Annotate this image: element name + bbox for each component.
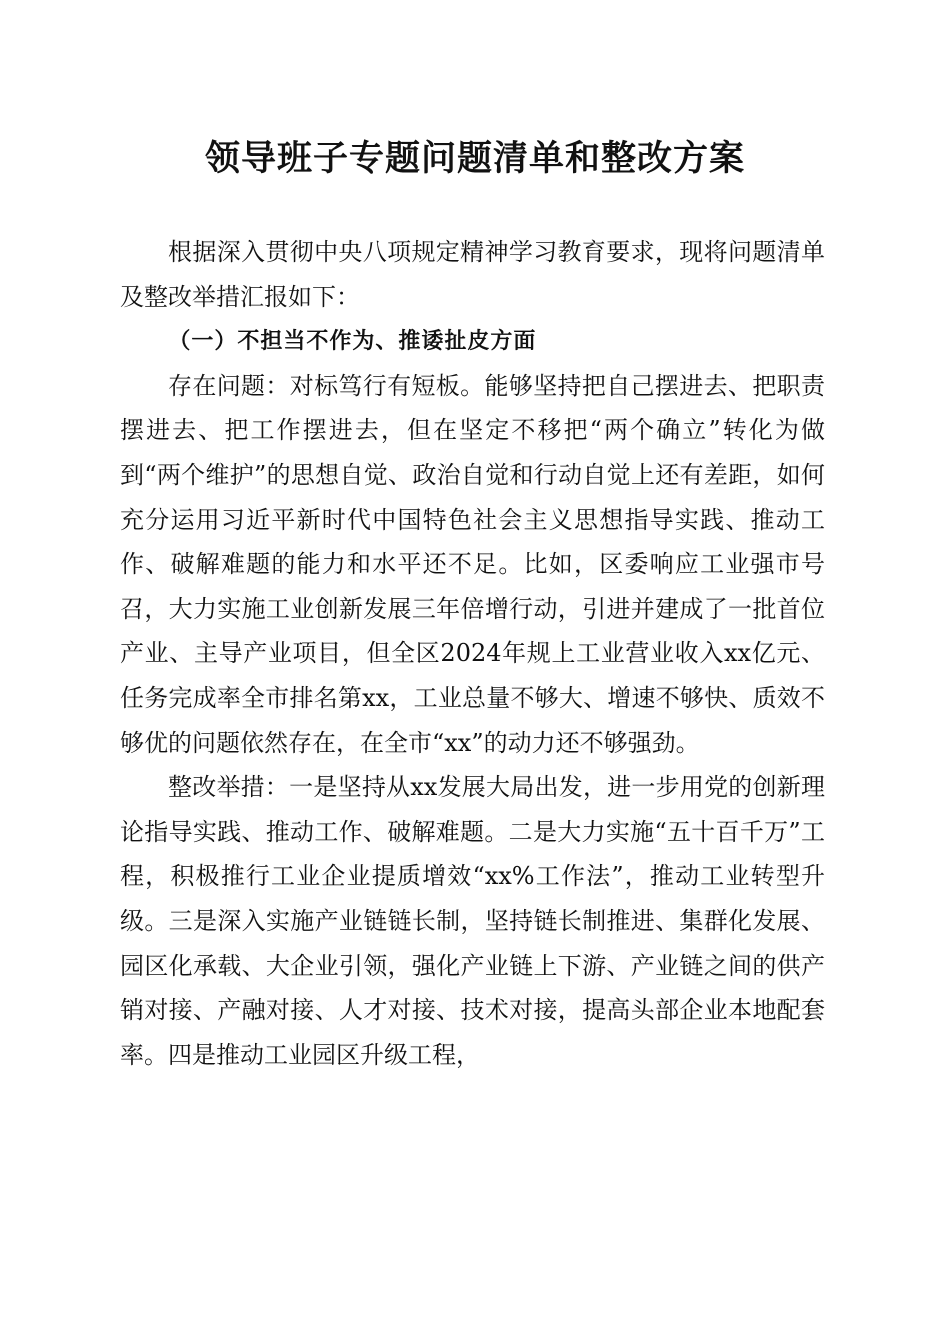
problem-paragraph: 存在问题：对标笃行有短板。能够坚持把自己摆进去、把职责摆进去、把工作摆进去，但在坚定不移把“两个确立”转化为做到“两个维护”的思想自觉、政治自觉和行动自觉上还有差距，如何充分运用习近平新时代中国特色社会主义思想指导实践、推动工作、破解难题的能力和水平还不足。比如，区委响应工业强市号召，大力实施工业创新发展三年倍增行动，引进并建成了一批首位产业、主导产业项目，但全区2024年规上工业营业收入xx亿元、任务完成率全市排名第xx，工业总量不够大、增速不够快、质效不够优的问题依然存在，在全市“xx”的动力还不够强劲。	[120, 371, 825, 757]
intro-paragraph: 根据深入贯彻中央八项规定精神学习教育要求，现将问题清单及整改举措汇报如下：	[120, 238, 825, 311]
measures-paragraph: 整改举措：一是坚持从xx发展大局出发，进一步用党的创新理论指导实践、推动工作、破解难题。二是大力实施“五十百千万”工程，积极推行工业企业提质增效“xx%工作法”，推动工业转型升级。三是深入实施产业链链长制，坚持链长制推进、集群化发展、园区化承载、大企业引领，强化产业链上下游、产业链之间的供产销对接、产融对接、人才对接、技术对接，提高头部企业本地配套率。四是推动工业园区升级工程，	[120, 773, 825, 1069]
document-body	[120, 230, 825, 1077]
document-title: 领导班子专题问题清单和整改方案	[204, 138, 745, 179]
section-heading: （一）不担当不作为、推诿扯皮方面	[168, 328, 537, 355]
